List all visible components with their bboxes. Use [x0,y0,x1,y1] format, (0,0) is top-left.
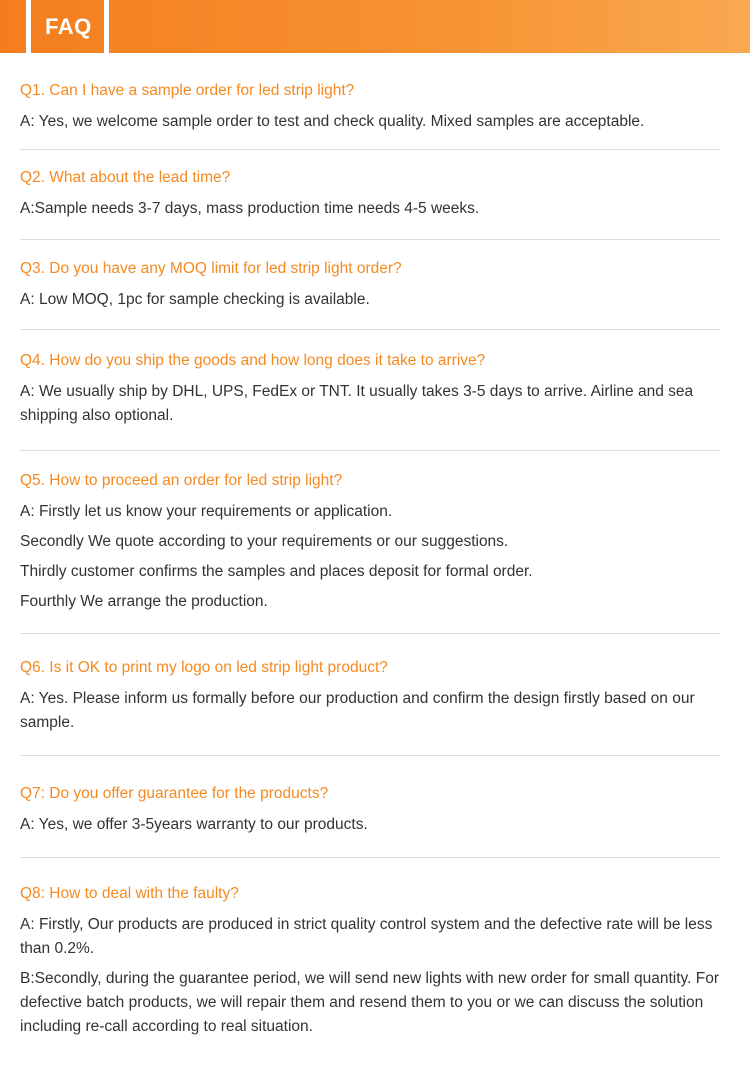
faq-item-q8 [20,882,720,1045]
faq-divider [20,329,720,330]
faq-item-q6 [20,656,720,735]
faq-answer-line: A: Firstly, Our products are produced in strict quality control system and the defective rate will be less than 0.2%. [20,916,713,957]
header-stripe-left [26,0,31,53]
faq-answer: A: We usually ship by DHL, UPS, FedEx or TNT. It usually takes 3-5 days to arrive. Airline and sea shipping also optional. [20,383,694,424]
faq-title: FAQ [45,14,92,39]
faq-question: Q3. Do you have any MOQ limit for led strip light order? [20,260,402,277]
header-stripe-right [104,0,109,53]
faq-answer: A: Yes. Please inform us formally before our production and confirm the design firstly based on our sample. [20,690,695,731]
faq-divider [20,239,720,240]
faq-answer-line: B:Secondly, during the guarantee period, we will send new lights with new order for small quantity. For defective batch products, we will repair them and resend them to you or we can discuss the solution including re-call according to real situation. [20,970,720,1035]
faq-question: Q4. How do you ship the goods and how long does it take to arrive? [20,352,486,369]
faq-answer-line: Secondly We quote according to your requirements or our suggestions. [20,533,509,550]
faq-item-q3 [20,257,720,312]
faq-divider [20,633,720,634]
faq-answer: A:Sample needs 3-7 days, mass production time needs 4-5 weeks. [20,200,480,217]
faq-question: Q1. Can I have a sample order for led strip light? [20,82,355,99]
faq-answer-line: Fourthly We arrange the production. [20,593,268,610]
faq-item-q7 [20,782,720,837]
faq-question: Q6. Is it OK to print my logo on led strip light product? [20,659,388,676]
faq-answer-line: Thirdly customer confirms the samples and places deposit for formal order. [20,563,533,580]
faq-divider [20,149,720,150]
faq-divider [20,450,720,451]
faq-item-q5 [20,469,720,620]
faq-answer: A: Yes, we welcome sample order to test and check quality. Mixed samples are acceptable. [20,113,645,130]
faq-question: Q5. How to proceed an order for led strip light? [20,472,343,489]
faq-question: Q2. What about the lead time? [20,169,231,186]
faq-item-q4 [20,349,720,428]
faq-divider [20,755,720,756]
faq-answer-line: A: Firstly let us know your requirements or application. [20,503,393,520]
faq-item-q2 [20,166,720,221]
faq-answer: A: Low MOQ, 1pc for sample checking is available. [20,291,370,308]
faq-item-q1 [20,79,720,134]
faq-answer: A: Yes, we offer 3-5years warranty to our products. [20,816,368,833]
faq-question: Q8: How to deal with the faulty? [20,885,239,902]
faq-divider [20,857,720,858]
faq-question: Q7: Do you offer guarantee for the products? [20,785,329,802]
faq-header-banner [0,0,750,53]
